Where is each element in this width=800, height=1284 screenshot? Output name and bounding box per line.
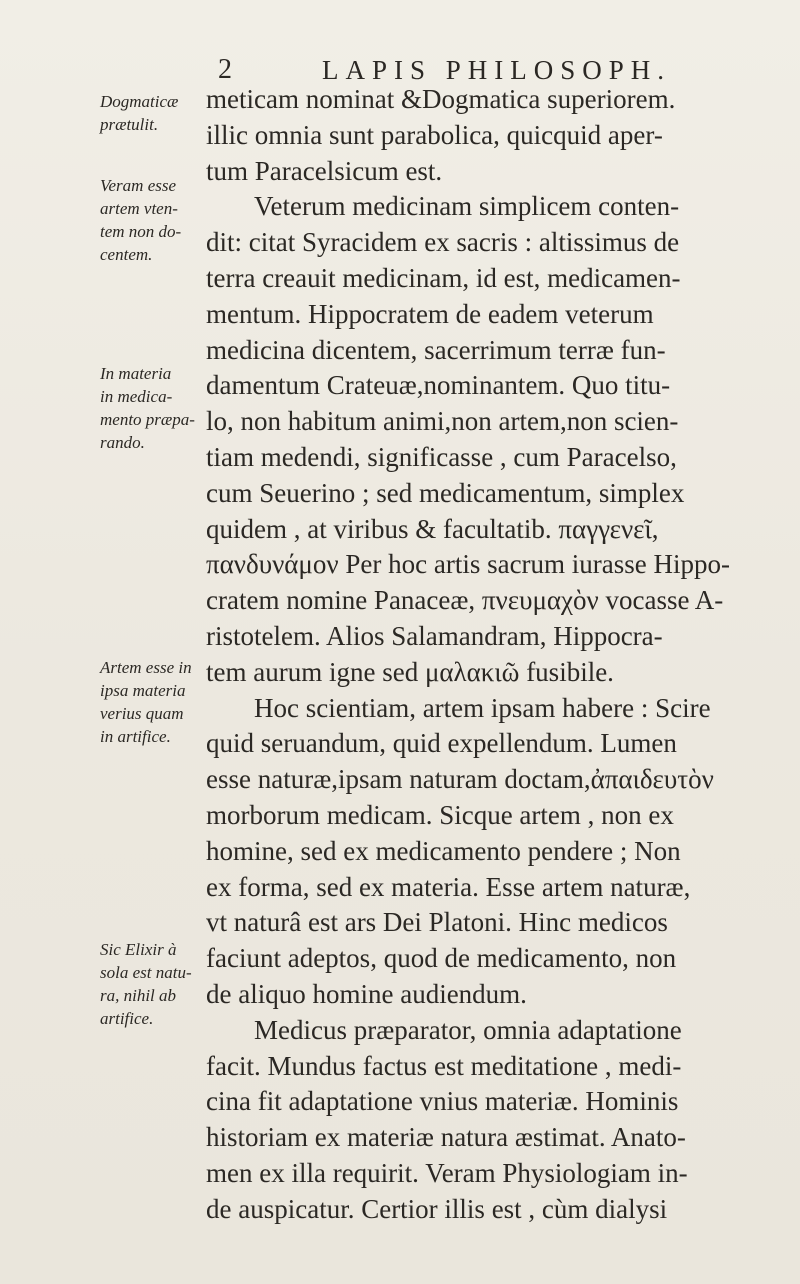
marginal-note-line: mento præpa- [100,410,195,429]
text-line: terra creauit medicinam, id est, medicamen- [206,262,681,293]
marginal-note-line: Veram esse [100,176,177,195]
marginal-note-line: In materia [100,364,172,383]
marginal-note-line: in artifice. [100,727,171,746]
text-line: faciunt adeptos, quod de medicamento, non [206,943,677,974]
marginal-note-line: artifice. [100,1009,154,1028]
marginal-note [100,362,218,454]
marginal-note-line: verius quam [100,704,184,723]
marginal-note-line: Artem esse in [100,658,192,677]
text-line: damentum Crateuæ,nominantem. Quo titu- [206,370,671,401]
text-line: homine, sed ex medicamento pendere ; Non [206,835,681,866]
marginal-note-line: centem. [100,245,153,264]
marginal-note-line: ipsa materia [100,681,186,700]
text-line: cratem nomine Panaceæ, πνευμαχὸν vocasse A- [206,585,724,616]
text-line: cina fit adaptatione vnius materiæ. Hominis [206,1086,679,1117]
marginal-note-line: in medica- [100,387,173,406]
text-line: medicina dicentem, sacerrimum terræ fun- [206,334,666,365]
marginal-note-line: prætulit. [100,115,159,134]
text-line: esse naturæ,ipsam naturam doctam,ἀπαιδευτὸν [206,764,714,795]
text-line: lo, non habitum animi,non artem,non scien- [206,406,679,437]
text-line: de aliquo homine audiendum. [206,978,527,1009]
text-line: πανδυνάμον Per hoc artis sacrum iurasse Hippo- [206,549,731,580]
text-line: dit: citat Syracidem ex sacris : altissimus de [206,227,680,258]
text-line: historiam ex materiæ natura æstimat. Anato- [206,1122,686,1153]
text-line: mentum. Hippocratem de eadem veterum [206,298,654,329]
text-line: tiam medendi, significasse , cum Paracelso, [206,441,677,472]
text-line: meticam nominat &Dogmatica superiorem. [206,84,676,114]
marginal-note-line: rando. [100,433,145,452]
text-line: morborum medicam. Sicque artem , non ex [206,799,674,830]
marginal-note [100,938,218,1030]
text-line: tem aurum igne sed μαλακιῶ fusibile. [206,656,614,687]
text-line: men ex illa requirit. Veram Physiologiam in- [206,1157,688,1188]
marginal-note [100,90,218,136]
page-number: 2 [218,54,232,85]
marginal-note [100,656,218,748]
text-line: Medicus præparator, omnia adaptatione [254,1014,682,1045]
running-head: LAPIS PHILOSOPH. [322,55,672,85]
marginal-note-line: Sic Elixir à [100,940,177,959]
text-line: illic omnia sunt parabolica, quicquid aper- [206,119,663,150]
text-line: vt naturâ est ars Dei Platoni. Hinc medicos [206,907,668,938]
main-text-column [206,82,776,1228]
text-line: cum Seuerino ; sed medicamentum, simplex [206,477,685,508]
marginal-note-line: artem vten- [100,199,178,218]
text-line: ristotelem. Alios Salamandram, Hippocra- [206,620,663,651]
marginal-note-line: sola est natu- [100,963,192,982]
text-line: facit. Mundus factus est meditatione , medi- [206,1050,682,1081]
text-line: quidem , at viribus & facultatib. παγγενεῖ, [206,513,659,544]
marginal-note-line: ra, nihil ab [100,986,177,1005]
text-line: de auspicatur. Certior illis est , cùm dialysi [206,1193,668,1224]
text-line: tum Paracelsicum est. [206,155,443,186]
text-line: Hoc scientiam, artem ipsam habere : Scire [254,692,711,723]
marginal-note-line: Dogmaticæ [100,92,179,111]
text-line: quid seruandum, quid expellendum. Lumen [206,728,677,759]
marginal-note [100,174,218,266]
text-line: ex forma, sed ex materia. Esse artem naturæ, [206,871,691,902]
text-line: Veterum medicinam simplicem conten- [254,191,680,222]
marginal-note-line: tem non do- [100,222,182,241]
